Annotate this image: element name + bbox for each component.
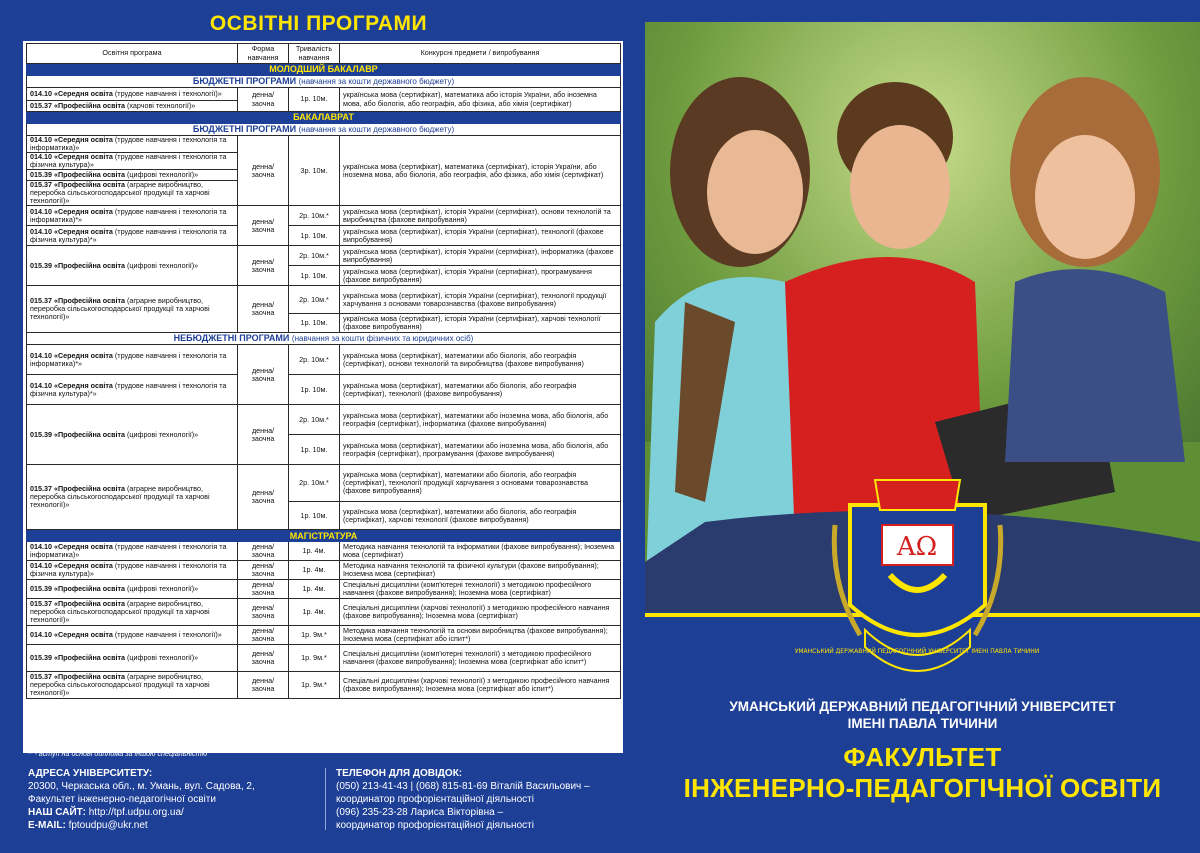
faculty-name: [645, 742, 1200, 804]
section-budget: БЮДЖЕТНІ ПРОГРАМИ (навчання за кошти державного бюджету): [27, 124, 621, 136]
emblem-letters: ΑΩ: [896, 532, 938, 562]
table-row: 014.10 «Середня освіта (трудове навчання і технологія та інформатика)*» денна/ заочна 2р. 10м.* українська мова (сертифікат), історія України (сертифікат), основи технологій та виробництва (фахове випробування): [27, 206, 621, 226]
table-row: 014.10 «Середня освіта (трудове навчання і технологія та фізична культура)» денна/ заочна 1р. 4м. Методика навчання технологій та фізичної культури (фахове випробування); Іноземна мова (сертифікат): [27, 561, 621, 580]
table-row: 1р. 10м. українська мова (сертифікат), історія України (сертифікат), харчові технології (фахове випробування): [27, 314, 621, 333]
university-line-2: ІМЕНІ ПАВЛА ТИЧИНИ: [847, 715, 998, 731]
header-program: Освітня програма: [27, 44, 238, 64]
table-row: 014.10 «Середня освіта (трудове навчання і технологія та інформатика)» денна/ заочна 1р. 4м. Методика навчання технологій та інформатики (фахове випробування); Іноземна мова (сертифікат): [27, 542, 621, 561]
section-master: МАГІСТРАТУРА: [27, 530, 621, 542]
phone-line: координатор профорієнтаційної діяльності: [336, 820, 534, 831]
table-row: 015.37 «Професійна освіта (аграрне виробництво, переробка сільськогосподарської продукції та харчові технології)» денна/ заочна 2р. 10м.* українська мова (сертифікат), історія України (сертифікат), технології продукції харчування з основами товарознавства (фахове випробування): [27, 286, 621, 314]
section-bachelor: БАКАЛАВРАТ: [27, 112, 621, 124]
footnotes: [27, 740, 385, 758]
phone-line: (050) 213-41-43 | (068) 815-81-69 Віталій Васильович –: [336, 781, 590, 792]
header-subjects: Конкурсні предмети / випробування: [340, 44, 621, 64]
table-header-row: [27, 44, 621, 64]
section-budget: БЮДЖЕТНІ ПРОГРАМИ (навчання за кошти державного бюджету): [27, 76, 621, 88]
table-row: 014.10 «Середня освіта (трудове навчання і технологія та фізична культура)*» 1р. 10м. українська мова (сертифікат), математики або біологія, або географія (сертифікат), технології (фахове випробування): [27, 375, 621, 405]
table-row: 1р. 10м. українська мова (сертифікат), історія України (сертифікат), програмування (фахове випробування): [27, 266, 621, 286]
phones-block: [336, 767, 626, 832]
section-junior-bachelor: МОЛОДШИЙ БАКАЛАВР: [27, 64, 621, 76]
address-label: АДРЕСА УНІВЕРСИТЕТУ:: [28, 768, 153, 779]
university-emblem: [794, 465, 1040, 675]
phone-line: координатор профорієнтаційної діяльності: [336, 794, 534, 805]
university-line-1: УМАНСЬКИЙ ДЕРЖАВНИЙ ПЕДАГОГІЧНИЙ УНІВЕРСИТЕТ: [729, 699, 1116, 714]
faculty-line-1: ФАКУЛЬТЕТ: [843, 742, 1002, 772]
table-row: 1р. 10м. українська мова (сертифікат), математики або іноземна мова, або біологія, або географія (сертифікат), програмування (фахове випробування): [27, 435, 621, 465]
email-label: E-MAIL:: [28, 820, 66, 831]
emblem-shield-icon: [794, 465, 1040, 675]
page-title: ОСВІТНІ ПРОГРАМИ: [209, 12, 428, 35]
footer-divider: [325, 768, 326, 830]
table-row: 014.10 «Середня освіта (трудове навчання і технології)» денна/ заочна 1р. 10м. українська мова (сертифікат), математика або історія України, або іноземна мова, або біологія, або географія, або фізика, або хімія (сертифікат): [27, 88, 621, 101]
table-row: 015.37 «Професійна освіта (аграрне виробництво, переробка сільськогосподарської продукції та харчові технології)»: [27, 181, 621, 206]
table-row: 015.39 «Професійна освіта (цифрові технології)» денна/ заочна 2р. 10м.* українська мова (сертифікат), математики або іноземна мова, або біологія, або географія (сертифікат), інформатика (фахове випробування): [27, 405, 621, 435]
table-row: 015.39 «Професійна освіта (цифрові технології)»: [27, 170, 621, 181]
table-row: 014.10 «Середня освіта (трудове навчання і технологія та інформатика)*» денна/ заочна 2р. 10м.* українська мова (сертифікат), математики або біологія, або географія (сертифікат), основи технологій та виробництва (фахове випробування): [27, 345, 621, 375]
header-form: Форма навчання: [238, 44, 289, 64]
table-row: 015.37 «Професійна освіта (харчові технології)»: [27, 101, 621, 112]
table-row: 014.10 «Середня освіта (трудове навчання і технологія та інформатика)» денна/ заочна 3р. 10м. українська мова (сертифікат), математика (сертифікат), історія України, або іноземна мова, або біологія, або географія, або фізика, або хімія (сертифікат): [27, 136, 621, 153]
table-row: 014.10 «Середня освіта (трудове навчання і технологія та фізична культура)*» 1р. 10м. українська мова (сертифікат), історія України (сертифікат), технології (фахове випробування): [27, 226, 621, 246]
site-label: НАШ САЙТ:: [28, 807, 86, 818]
table-row: 015.37 «Професійна освіта (аграрне виробництво, переробка сільськогосподарської продукції та харчові технології)» денна/ заочна 2р. 10м.* українська мова (сертифікат), математики або біологія, або географія (сертифікат), технології продукції харчування з основами товарознавства (фахове випробування): [27, 465, 621, 502]
email-link[interactable]: fptoudpu@ukr.net: [68, 820, 148, 831]
phone-line: (096) 235-23-28 Лариса Вікторівна –: [336, 807, 504, 818]
site-link[interactable]: http://tpf.udpu.org.ua/: [88, 807, 184, 818]
programs-table: [26, 43, 621, 699]
faculty-line-2: ІНЖЕНЕРНО-ПЕДАГОГІЧНОЇ ОСВІТИ: [683, 773, 1162, 804]
footnote-1: * - при вступі на основі освітнього ступеня «магістр» або освітньо-кваліфікаційного рівня «спеціаліст»: [27, 740, 385, 749]
table-row: 1р. 10м. українська мова (сертифікат), математики або біологія, або географія (сертифікат), харчові технології (фахове випробування): [27, 502, 621, 530]
emblem-ring-text: УМАНСЬКИЙ ДЕРЖАВНИЙ ПЕДАГОГІЧНИЙ УНІВЕРСИТЕТ ІМЕНІ ПАВЛА ТИЧИНИ: [794, 648, 1040, 655]
table-row: 015.39 «Професійна освіта (цифрові технології)» денна/ заочна 1р. 9м.* Спеціальні дисципліни (комп'ютерні технології) з методикою професійного навчання (фахове випробування); Іноземна мова (сертифікат або іспит*): [27, 645, 621, 672]
table-row: 015.39 «Професійна освіта (цифрові технології)» денна/ заочна 2р. 10м.* українська мова (сертифікат), історія України (сертифікат), інформатика (фахове випробування): [27, 246, 621, 266]
address-block: [28, 767, 318, 832]
section-nonbudget: НЕБЮДЖЕТНІ ПРОГРАМИ (навчання за кошти фізичних та юридичних осіб): [27, 333, 621, 345]
table-row: 014.10 «Середня освіта (трудове навчання і технології)» денна/ заочна 1р. 9м.* Методика навчання технологій та основи виробництва (фахове випробування); Іноземна мова (сертифікат або іспит*): [27, 626, 621, 645]
table-row: 015.37 «Професійна освіта (аграрне виробництво, переробка сільськогосподарської продукції та харчові технології)» денна/ заочна 1р. 9м.* Спеціальні дисципліни (харчові технології) з методикою професійного навчання (фахове випробування); Іноземна мова (сертифікат або іспит*): [27, 672, 621, 699]
table-row: 015.37 «Професійна освіта (аграрне виробництво, переробка сільськогосподарської продукції та харчові технології)» денна/ заочна 1р. 4м. Спеціальні дисципліни (харчові технології) з методикою професійного навчання (фахове випробування); Іноземна мова (сертифікат): [27, 599, 621, 626]
table-row: 014.10 «Середня освіта (трудове навчання і технологія та фізична культура)»: [27, 153, 621, 170]
cover-panel: [645, 22, 1200, 853]
address-line: Факультет інженерно-педагогічної освіти: [28, 794, 216, 805]
address-line: 20300, Черкаська обл., м. Умань, вул. Садова, 2,: [28, 781, 255, 792]
university-name: [645, 699, 1200, 733]
table-row: 015.39 «Професійна освіта (цифрові технології)» денна/ заочна 1р. 4м. Спеціальні дисципліни (комп'ютерні технології) з методикою професійного навчання (фахове випробування); Іноземна мова (сертифікат): [27, 580, 621, 599]
phones-label: ТЕЛЕФОН ДЛЯ ДОВІДОК:: [336, 768, 463, 779]
header-duration: Тривалість навчання: [289, 44, 340, 64]
programs-table-wrapper: [23, 41, 623, 753]
footnote-2: ** - вступ на основі диплома за іншою спеціальністю: [27, 749, 207, 758]
